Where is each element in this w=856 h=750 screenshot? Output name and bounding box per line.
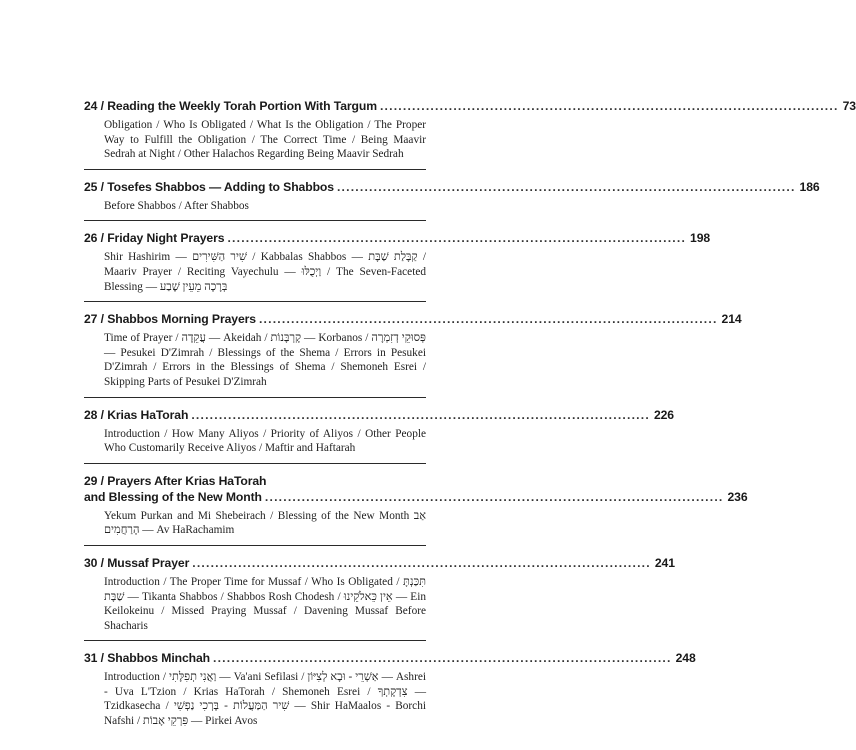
toc-heading xyxy=(84,311,742,327)
page-number: 214 xyxy=(721,312,742,327)
page-number: 241 xyxy=(654,555,675,570)
toc-heading xyxy=(84,407,674,423)
toc-entry-28 xyxy=(84,407,674,464)
toc-heading-line-1 xyxy=(84,473,426,489)
page-number: 198 xyxy=(690,231,711,246)
toc-heading xyxy=(84,650,696,666)
entry-subtopics: Introduction / How Many Aliyos / Priority of Aliyos / Other People Who Customarily Receive Aliyos / Maftir and Haftarah xyxy=(104,427,426,455)
toc-entry-31 xyxy=(84,650,696,735)
entry-title: 30 / Mussaf Prayer xyxy=(84,555,190,570)
entry-title: 29 / Prayers After Krias HaTorah xyxy=(84,473,267,488)
entry-title: 26 / Friday Night Prayers xyxy=(84,231,225,246)
entry-title: 31 / Shabbos Minchah xyxy=(84,651,210,666)
entry-subtopics: Before Shabbos / After Shabbos xyxy=(104,199,249,212)
page-number: 226 xyxy=(653,407,674,422)
toc-heading xyxy=(84,179,820,195)
table-of-contents xyxy=(84,98,856,745)
toc-entry-24 xyxy=(84,98,856,170)
entry-subtopics: Yekum Purkan and Mi Shebeirach / Blessing of the New Month אַב הָרַחֲמִים — Av HaRachamim xyxy=(104,509,426,537)
page-number: 186 xyxy=(799,179,820,194)
page-number: 248 xyxy=(675,651,696,666)
toc-heading xyxy=(84,230,711,246)
dot-leader: .................................................................................................... xyxy=(192,555,651,570)
dot-leader: .................................................................................................... xyxy=(227,231,687,246)
entry-subtopics: Introduction / וַאֲנִי תְפִלָּתִי — Va'ani Sefilasi / אַשְׁרֵי - וּבָא לְצִיּוֹן — Ashrei - Uva L'Tzion / Krias HaTorah / Shemoneh Esrei / צִדְקָתְךָ — Tzidkasecha / שִׁיר הַמַּעֲלוֹת - בָּרְכִי נַפְשִׁי — Shir HaMaalos - Borchi Nafshi / פִּרְקֵי אָבוֹת — Pirkei Avos xyxy=(104,671,426,728)
entry-title: 27 / Shabbos Morning Prayers xyxy=(84,312,256,327)
page-number: 236 xyxy=(727,489,748,504)
dot-leader: .................................................................................................... xyxy=(379,99,839,113)
dot-leader: .................................................................................................... xyxy=(336,179,796,194)
toc-heading xyxy=(84,555,675,571)
entry-title: 28 / Krias HaTorah xyxy=(84,407,189,422)
page-number: 73 xyxy=(842,99,856,113)
dot-leader: .................................................................................................... xyxy=(264,489,724,504)
toc-entry-29 xyxy=(84,473,748,546)
entry-title-continued: and Blessing of the New Month xyxy=(84,489,262,504)
entry-subtopics: Time of Prayer / עֲקֵדָה — Akeidah / קָרְבָּנוֹת — Korbanos / פְּסוּקֵי דְזִמְרָה — Pesukei D'Zimrah / Blessings of the Shema / Errors in Pesukei D'Zimrah / Errors in the Blessings of Shema / Shemoneh Esrei / Skipping Parts of Pesukei D'Zimrah xyxy=(104,332,426,388)
entry-subtopics: Introduction / The Proper Time for Mussaf / Who Is Obligated / תִּכַּנְתָּ שַׁבָּת — Tikanta Shabbos / Shabbos Rosh Chodesh / אֵין כֵּאלֹקֵינוּ — Ein Keilokeinu / Missed Praying Mussaf / Davening Mussaf Before Shacharis xyxy=(104,575,426,632)
toc-entry-27 xyxy=(84,311,742,397)
dot-leader: .................................................................................................... xyxy=(258,312,718,327)
toc-heading xyxy=(84,98,856,114)
entry-subtopics: Obligation / Who Is Obligated / What Is the Obligation / The Proper Way to Fulfill the Obligation / The Correct Time / Being Maavir Sedrah at Night / Other Halachos Regarding Being Maavir Sedrah xyxy=(104,119,426,161)
toc-entry-26 xyxy=(84,230,711,302)
entry-title: 25 / Tosefes Shabbos — Adding to Shabbos xyxy=(84,179,334,194)
toc-entry-30 xyxy=(84,555,675,641)
toc-entry-25 xyxy=(84,179,820,222)
dot-leader: .................................................................................................... xyxy=(191,407,650,422)
dot-leader: .................................................................................................... xyxy=(213,651,672,666)
entry-title: 24 / Reading the Weekly Torah Portion With Targum xyxy=(84,99,377,113)
toc-heading xyxy=(84,489,748,505)
entry-subtopics: Shir Hashirim — שִׁיר הַשִּׁירִים / Kabbalas Shabbos — קַבָּלַת שַׁבָּת / Maariv Prayer / Reciting Vayechulu — וַיְכֻלּוּ / The Seven-Faceted Blessing — בְּרָכָה מֵעֵין שֶׁבַע xyxy=(104,251,426,293)
